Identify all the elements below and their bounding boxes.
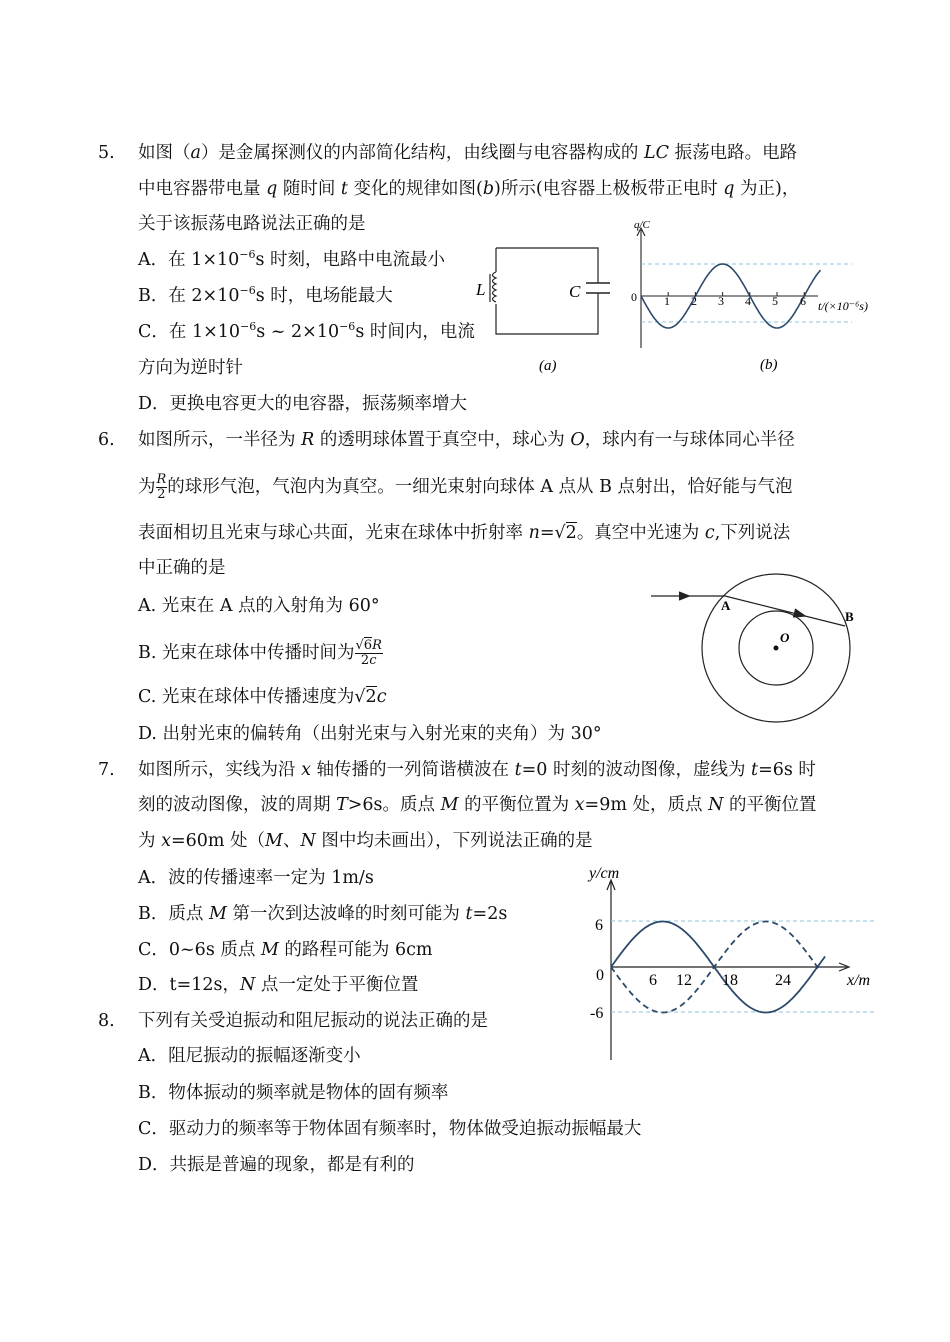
q8-option-c: C．驱动力的频率等于物体固有频率时，物体做受迫振动振幅最大 — [138, 1119, 642, 1139]
q6-option-d: D. 出射光束的偏转角（出射光束与入射光束的夹角）为 30° — [138, 724, 602, 744]
capacitor-label: C — [569, 282, 581, 301]
x-tick-12: 12 — [676, 972, 692, 989]
t-tick-5: 5 — [772, 294, 778, 308]
q7-option-d: D．t=12s，N 点一定处于平衡位置 — [138, 975, 419, 995]
origin-label: 0 — [631, 290, 637, 304]
lc-circuit-diagram — [470, 238, 620, 378]
t-tick-3: 3 — [718, 294, 724, 308]
t-tick-1: 1 — [664, 294, 670, 308]
x-tick-6: 6 — [649, 972, 657, 989]
q7-number: 7. — [98, 760, 115, 780]
q6-stem-line2: 为 $\frac{R}{2}$ 的球形气泡，气泡内为真空。一细光束射向球体 A 点从 B 点射出，恰好能与气泡 — [138, 472, 793, 502]
y-tick-neg6: -6 — [590, 1005, 604, 1022]
q5-option-d: D．更换电容更大的电容器，振荡频率增大 — [138, 394, 468, 414]
q6-option-c: C. 光束在球体中传播速度为√2c — [138, 687, 387, 707]
x-tick-24: 24 — [775, 972, 791, 989]
q5-option-c-line1: C．在 $1\times 10^{-6}s$ ~ $2\times 10^{-6}s$ 时间内，电流 — [138, 320, 475, 342]
coil-label: L — [476, 280, 486, 299]
q8-number: 8. — [98, 1011, 115, 1031]
figure-a-caption: (a) — [539, 358, 557, 374]
figure-b-caption: (b) — [760, 357, 778, 373]
center-o-label: O — [780, 630, 790, 645]
q5-option-a: A．在 $1\times 10^{-6}s$ 时刻，电路中电流最小 — [138, 248, 446, 270]
t-axis-label: t/(×10⁻⁶s) — [818, 299, 868, 313]
q8-option-b: B．物体振动的频率就是物体的固有频率 — [138, 1083, 449, 1103]
sphere-bubble-diagram — [645, 570, 865, 740]
q7-option-c: C．0~6s 质点 M 的路程可能为 6cm — [138, 940, 433, 960]
q8-option-d: D．共振是普遍的现象，都是有利的 — [138, 1155, 415, 1175]
q7-stem-line3: 为 x=60m 处（M、N 图中均未画出），下列说法正确的是 — [138, 831, 593, 851]
charge-time-graph — [620, 218, 890, 378]
q5-option-c-line2: 方向为逆时针 — [138, 358, 243, 378]
q7-option-a: A．波的传播速率一定为 1m/s — [138, 868, 374, 888]
q6-option-b: B. 光束在球体中传播时间为 $\frac{√6R}{2c}$ — [138, 638, 382, 668]
q6-stem-line3: 表面相切且光束与球心共面，光束在球体中折射率 n=√2。真空中光速为 c,下列说法 — [138, 523, 791, 543]
q5-option-b: B．在 $2\times 10^{-6}s$ 时，电场能最大 — [138, 284, 393, 306]
q7-option-b: B．质点 M 第一次到达波峰的时刻可能为 t=2s — [138, 904, 508, 924]
t-tick-4: 4 — [745, 294, 751, 308]
q8-option-a: A．阻尼振动的振幅逐渐变小 — [138, 1046, 361, 1066]
t-tick-6: 6 — [800, 294, 806, 308]
q7-stem-line1: 如图所示，实线为沿 x 轴传播的一列简谐横波在 t=0 时刻的波动图像，虚线为 t=6s 时 — [138, 760, 816, 780]
y-tick-6: 6 — [595, 917, 603, 934]
point-b-label: B — [845, 609, 854, 624]
x-tick-18: 18 — [722, 972, 738, 989]
point-a-label: A — [721, 598, 731, 613]
q5-stem-line1: 如图（a）是金属探测仪的内部简化结构，由线圈与电容器构成的 LC 振荡电路。电路 — [138, 143, 798, 163]
x-axis-label: x/m — [847, 972, 871, 989]
q6-option-a: A. 光束在 A 点的入射角为 60° — [138, 596, 380, 616]
q6-stem-line1: 如图所示，一半径为 R 的透明球体置于真空中，球心为 O，球内有一与球体同心半径 — [138, 430, 795, 450]
q5-number: 5. — [98, 143, 115, 163]
wave-graph — [585, 858, 885, 1068]
q5-stem-line3: 关于该振荡电路说法正确的是 — [138, 214, 366, 234]
t-tick-2: 2 — [691, 294, 697, 308]
q7-stem-line2: 刻的波动图像，波的周期 T>6s。质点 M 的平衡位置为 x=9m 处，质点 N 的平衡位置 — [138, 795, 817, 815]
q5-stem-line2: 中电容器带电量 q 随时间 t 变化的规律如图(b)所示(电容器上极板带正电时 q 为正)， — [138, 179, 800, 199]
y-tick-0: 0 — [596, 967, 604, 984]
y-axis-label: y/cm — [589, 865, 620, 882]
q6-stem-line4: 中正确的是 — [138, 558, 226, 578]
q-axis-label: q/C — [634, 219, 650, 231]
q8-stem-line1: 下列有关受迫振动和阻尼振动的说法正确的是 — [138, 1011, 488, 1031]
q6-number: 6. — [98, 430, 115, 450]
